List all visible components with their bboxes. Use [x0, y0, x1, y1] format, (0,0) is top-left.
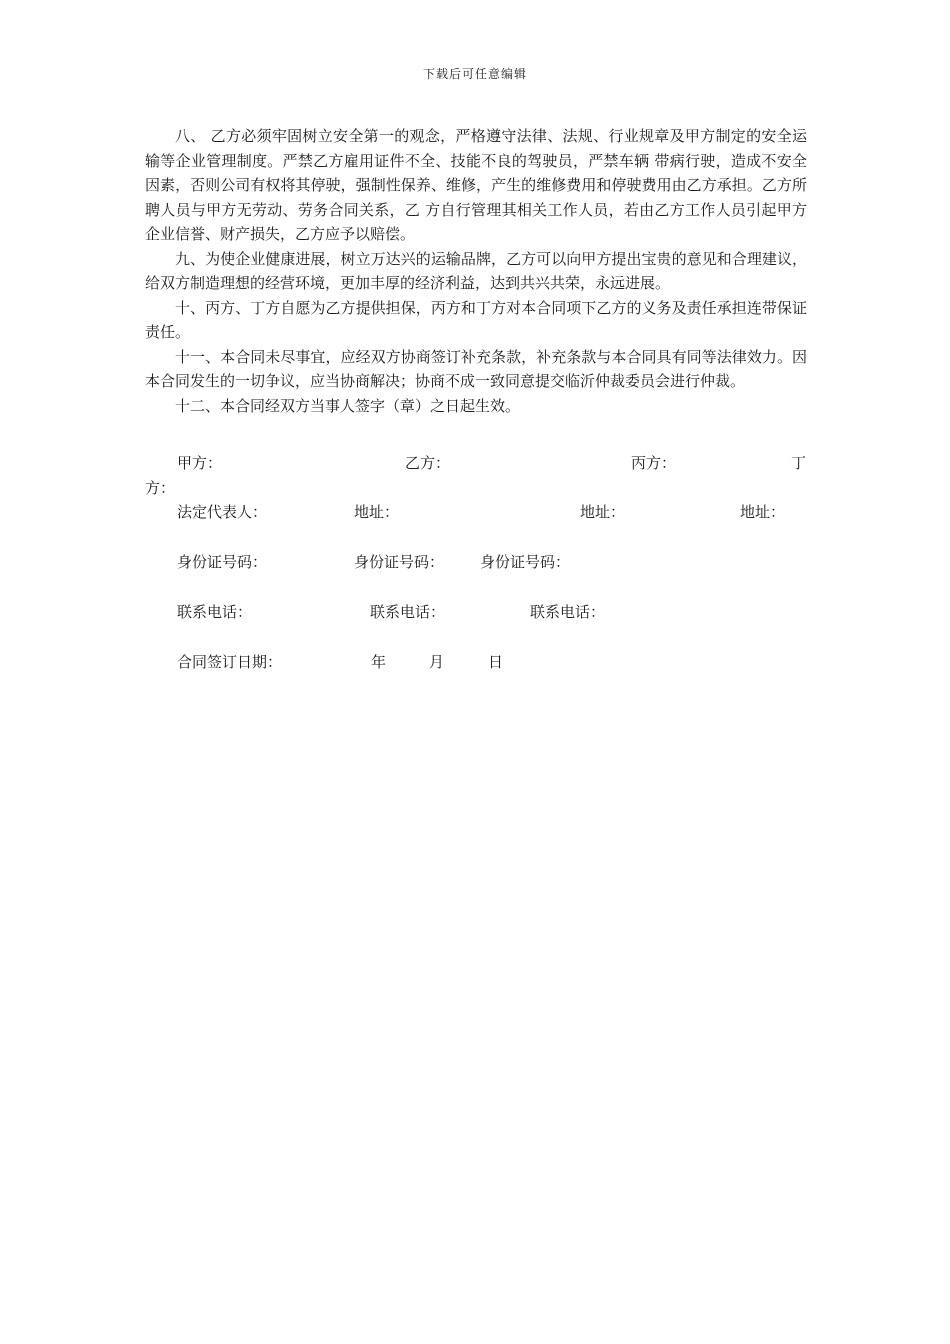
id-label-3: 身份证号码： [480, 553, 571, 571]
address-label-3: 地址： [740, 503, 786, 521]
sign-date-row [0, 650, 950, 676]
contract-body [145, 124, 807, 418]
year-label: 年 [371, 653, 387, 671]
day-label: 日 [488, 653, 504, 671]
party-ding-label-start: 丁 [791, 454, 807, 472]
clause-9: 九、为使企业健康进展，树立万达兴的运输品牌，乙方可以向甲方提出宝贵的意见和合理建议，给双方制造理想的经营环境，更加丰厚的经济利益，达到共兴共荣，永远进展。 [145, 249, 807, 292]
clause-11: 十一、本合同未尽事宜，应经双方协商签订补充条款，补充条款与本合同具有同等法律效力。因本合同发生的一切争议，应当协商解决；协商不成一致同意提交临沂仲裁委员会进行仲裁。 [145, 347, 807, 390]
clause-12: 十二、本合同经双方当事人签字（章）之日起生效。 [175, 396, 521, 415]
sign-date-label: 合同签订日期： [177, 653, 283, 671]
id-label-1: 身份证号码： [177, 553, 268, 571]
party-yi-label: 乙方： [405, 454, 451, 472]
legal-rep-address-row [0, 500, 950, 526]
address-label-1: 地址： [354, 503, 400, 521]
phone-label-1: 联系电话： [177, 603, 253, 621]
clause-10: 十、丙方、丁方自愿为乙方提供担保，丙方和丁方对本合同项下乙方的义务及责任承担连带保证责任。 [145, 298, 807, 341]
month-label: 月 [429, 653, 445, 671]
address-label-2: 地址： [580, 503, 626, 521]
id-number-row [0, 550, 950, 576]
party-ding-label-end: 方： [145, 478, 176, 497]
page-header: 下载后可任意编辑 [422, 67, 527, 81]
party-jia-label: 甲方： [177, 454, 223, 472]
party-bing-label: 丙方： [631, 454, 677, 472]
clause-8: 八、 乙方必须牢固树立安全第一的观念，严格遵守法律、法规、行业规章及甲方制定的安全运输等企业管理制度。严禁乙方雇用证件不全、技能不良的驾驶员，严禁车辆 带病行驶，造成不安全因素，否则公司有权将其停驶，强制性保养、维修，产生的维修费用和停驶费用由乙方承担。乙方所聘人员与甲方无劳动、劳务合同关系，乙 方自行管理其相关工作人员，若由乙方工作人员引起甲方企业信誉、财产损失，乙方应予以赔偿。 [145, 127, 807, 243]
parties-row [145, 451, 807, 501]
phone-label-2: 联系电话： [370, 603, 446, 621]
legal-rep-label: 法定代表人： [177, 503, 268, 521]
id-label-2: 身份证号码： [354, 553, 445, 571]
phone-row [0, 600, 950, 626]
phone-label-3: 联系电话： [530, 603, 606, 621]
